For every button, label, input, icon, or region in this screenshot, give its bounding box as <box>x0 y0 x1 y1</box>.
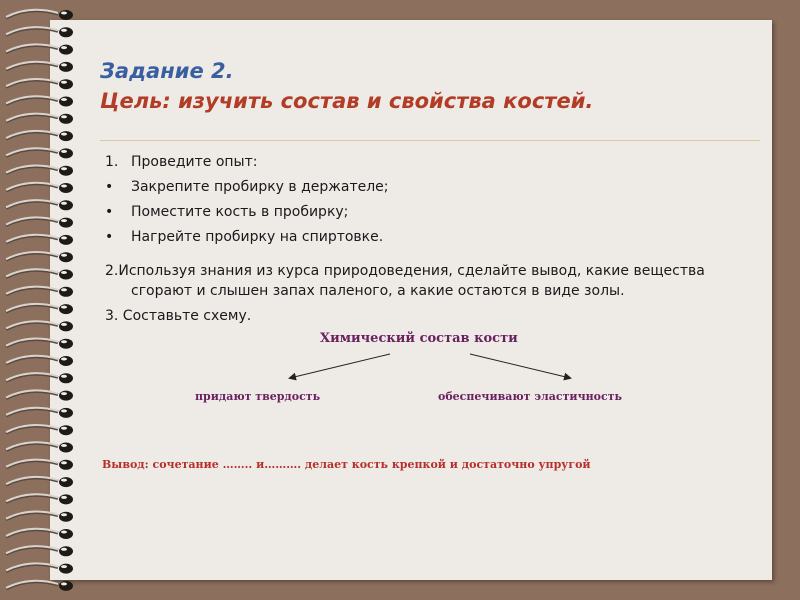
arrow-left <box>290 354 390 378</box>
ring-icon <box>6 287 73 297</box>
scheme-left-node: придают твердость <box>195 390 321 403</box>
step-2 <box>105 261 725 301</box>
ring-icon <box>6 408 73 418</box>
step-2-line-2: сгорают и слышен запах паленого, а какие остаются в виде золы. <box>131 283 625 299</box>
ring-icon <box>6 27 73 37</box>
ring-icon <box>6 321 73 331</box>
ring-icon <box>6 96 73 106</box>
ring-icon <box>6 217 73 227</box>
bullet-icon: • <box>105 229 114 245</box>
scheme-right-node: обеспечивают эластичность <box>438 390 622 403</box>
scheme-heading: Химический состав кости <box>320 331 518 346</box>
ring-icon <box>6 442 73 452</box>
ring-icon <box>6 373 73 383</box>
ring-icon <box>6 563 73 573</box>
ring-icon <box>6 339 73 349</box>
conclusion: Вывод: сочетание …….. и………. делает кость крепкой и достаточно упругой <box>102 458 591 471</box>
list-item <box>105 229 725 254</box>
step-2-line-1: 2.Используя знания из курса природоведения, сделайте вывод, какие вещества <box>105 263 705 279</box>
step-3: 3. Составьте схему. <box>105 308 252 324</box>
ring-icon <box>6 10 73 20</box>
ring-icon <box>6 252 73 262</box>
arrow-right <box>470 354 570 378</box>
list-text: Закрепите пробирку в держателе; <box>131 179 389 195</box>
ring-icon <box>6 200 73 210</box>
list-item <box>105 179 725 204</box>
ring-icon <box>6 356 73 366</box>
ring-icon <box>6 131 73 141</box>
ring-icon <box>6 183 73 193</box>
task-number: Задание 2. <box>100 59 234 83</box>
ring-icon <box>6 460 73 470</box>
ring-icon <box>6 62 73 72</box>
ring-icon <box>6 529 73 539</box>
ring-icon <box>6 148 73 158</box>
list-text: Поместите кость в пробирку; <box>131 204 349 220</box>
ring-icon <box>6 425 73 435</box>
ring-icon <box>6 512 73 522</box>
ring-icon <box>6 494 73 504</box>
ring-icon <box>6 269 73 279</box>
bullet-icon: • <box>105 179 114 195</box>
ring-icon <box>6 166 73 176</box>
ring-icon <box>6 304 73 314</box>
list-marker: 1. <box>105 154 119 170</box>
ring-icon <box>6 79 73 89</box>
list-item <box>105 154 725 179</box>
ring-icon <box>6 44 73 54</box>
ring-icon <box>6 114 73 124</box>
list-item <box>105 204 725 229</box>
task-goal: Цель: изучить состав и свойства костей. <box>100 89 594 113</box>
list-text: Проведите опыт: <box>131 154 258 170</box>
ring-icon <box>6 390 73 400</box>
divider <box>100 140 760 141</box>
scheme-arrows <box>260 352 580 388</box>
task-title <box>100 56 593 116</box>
ring-icon <box>6 546 73 556</box>
step-list <box>105 154 725 254</box>
list-text: Нагрейте пробирку на спиртовке. <box>131 229 384 245</box>
ring-icon <box>6 235 73 245</box>
ring-icon <box>6 477 73 487</box>
ring-icon <box>6 581 73 591</box>
bullet-icon: • <box>105 204 114 220</box>
